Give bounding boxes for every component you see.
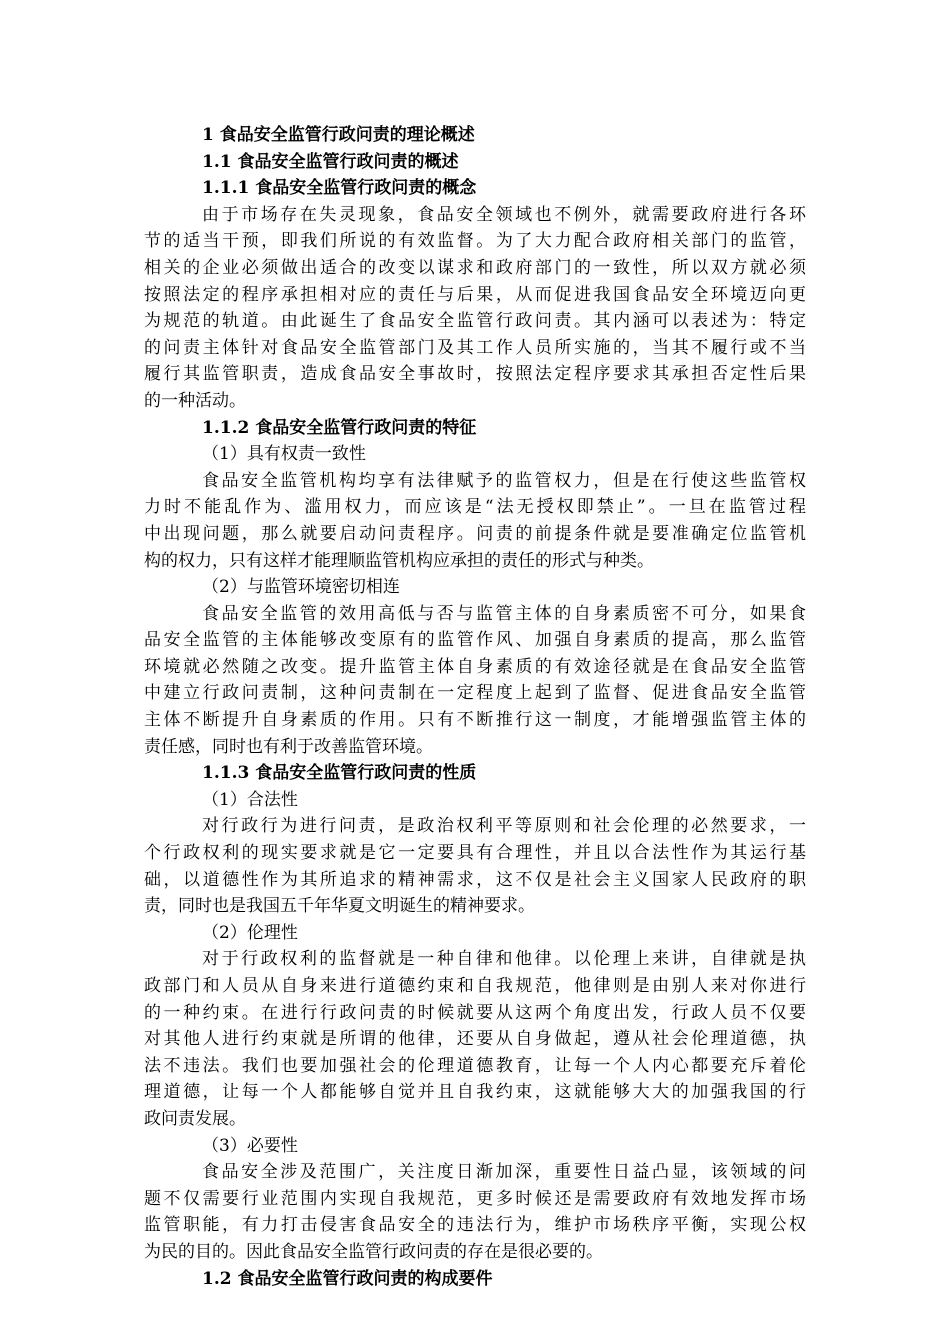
paragraph-line: 品安全监管的主体能够改变原有的监管作风、加强自身素质的提高，那么监管 — [144, 630, 806, 651]
body-paragraph — [144, 468, 806, 574]
list-subheading: （2）与监管环境密切相连 — [202, 577, 400, 598]
paragraph-line: 的一种约束。在进行行政问责的时候就要从这两个角度出发，行政人员不仅要 — [144, 1002, 806, 1023]
paragraph-line: 按照法定的程序承担相对应的责任与后果，从而促进我国食品安全环境迈向更 — [144, 284, 806, 305]
paragraph-line: 中建立行政问责制，这种问责制在一定程度上起到了监督、促进食品安全监管 — [144, 683, 806, 704]
paragraph-line: 个行政权利的现实要求就是它一定要具有合理性，并且以合法性作为其运行基 — [144, 843, 806, 864]
section-heading: 1.1.3 食品安全监管行政问责的性质 — [202, 763, 477, 784]
list-subheading: （1）合法性 — [202, 789, 298, 810]
paragraph-line: 责任感，同时也有利于改善监管环境。 — [144, 736, 433, 757]
paragraph-line: 力时不能乱作为、滥用权力，而应该是“法无授权即禁止”。一旦在监管过程 — [144, 497, 806, 518]
paragraph-line: 履行其监管职责，造成食品安全事故时，按照法定程序要求其承担否定性后果 — [144, 364, 806, 385]
section-heading: 1.1.2 食品安全监管行政问责的特征 — [202, 417, 477, 438]
paragraph-line: 食品安全涉及范围广，关注度日渐加深，重要性日益凸显，该领域的问 — [202, 1162, 806, 1183]
paragraph-line: 为民的目的。因此食品安全监管行政问责的存在是很必要的。 — [144, 1241, 603, 1262]
paragraph-line: 对于行政权利的监督就是一种自律和他律。以伦理上来讲，自律就是执 — [202, 949, 806, 970]
document-page — [144, 122, 806, 1292]
paragraph-line: 础，以道德性作为其所追求的精神需求，这不仅是社会主义国家人民政府的职 — [144, 869, 806, 890]
paragraph-line: 监管职能，有力打击侵害食品安全的违法行为，维护市场秩序平衡，实现公权 — [144, 1215, 806, 1236]
body-paragraph — [144, 601, 806, 761]
paragraph-line: 理道德，让每一个人都能够自觉并且自我约束，这就能够大大的加强我国的行 — [144, 1082, 806, 1103]
paragraph-line: 食品安全监管的效用高低与否与监管主体的自身素质密不可分，如果食 — [202, 603, 806, 624]
paragraph-line: 法不违法。我们也要加强社会的伦理道德教育，让每一个人内心都要充斥着伦 — [144, 1055, 806, 1076]
section-heading: 1 食品安全监管行政问责的理论概述 — [202, 125, 475, 145]
section-heading: 1.1.1 食品安全监管行政问责的概念 — [202, 178, 477, 199]
body-paragraph — [144, 1159, 806, 1265]
section-heading: 1.2 食品安全监管行政问责的构成要件 — [202, 1268, 493, 1289]
paragraph-line: 中出现问题，那么就要启动问责程序。问责的前提条件就是要准确定位监管机 — [144, 523, 806, 544]
section-heading: 1.1 食品安全监管行政问责的概述 — [202, 151, 459, 172]
list-subheading: （1）具有权责一致性 — [202, 444, 366, 465]
body-paragraph — [144, 813, 806, 919]
paragraph-line: 相关的企业必须做出适合的改变以谋求和政府部门的一致性，所以双方就必须 — [144, 257, 806, 278]
list-subheading: （3）必要性 — [202, 1135, 298, 1156]
paragraph-line: 环境就必然随之改变。提升监管主体自身素质的有效途径就是在食品安全监管 — [144, 656, 806, 677]
paragraph-line: 的一种活动。 — [144, 390, 246, 411]
body-paragraph — [144, 946, 806, 1132]
paragraph-line: 由于市场存在失灵现象，食品安全领域也不例外，就需要政府进行各环 — [202, 204, 806, 225]
paragraph-line: 的问责主体针对食品安全监管部门及其工作人员所实施的，当其不履行或不当 — [144, 337, 806, 358]
paragraph-line: 构的权力，只有这样才能理顺监管机构应承担的责任的形式与种类。 — [144, 550, 654, 571]
list-subheading: （2）伦理性 — [202, 922, 298, 943]
paragraph-line: 对行政行为进行问责，是政治权利平等原则和社会伦理的必然要求，一 — [202, 816, 806, 837]
paragraph-line: 为规范的轨道。由此诞生了食品安全监管行政问责。其内涵可以表述为：特定 — [144, 311, 806, 332]
paragraph-line: 政部门和人员从自身来进行道德约束和自我规范，他律则是由别人来对你进行 — [144, 976, 806, 996]
body-paragraph — [144, 202, 806, 415]
paragraph-line: 节的适当干预，即我们所说的有效监督。为了大力配合政府相关部门的监管， — [144, 231, 806, 252]
paragraph-line: 食品安全监管机构均享有法律赋予的监管权力，但是在行使这些监管权 — [202, 470, 806, 491]
paragraph-line: 主体不断提升自身素质的作用。只有不断推行这一制度，才能增强监管主体的 — [144, 710, 806, 731]
paragraph-line: 对其他人进行约束就是所谓的他律，还要从自身做起，遵从社会伦理道德，执 — [144, 1029, 806, 1050]
paragraph-line: 政问责发展。 — [144, 1108, 246, 1129]
paragraph-line: 责，同时也是我国五千年华夏文明诞生的精神要求。 — [144, 896, 535, 917]
paragraph-line: 题不仅需要行业范围内实现自我规范，更多时候还是需要政府有效地发挥市场 — [144, 1188, 806, 1209]
